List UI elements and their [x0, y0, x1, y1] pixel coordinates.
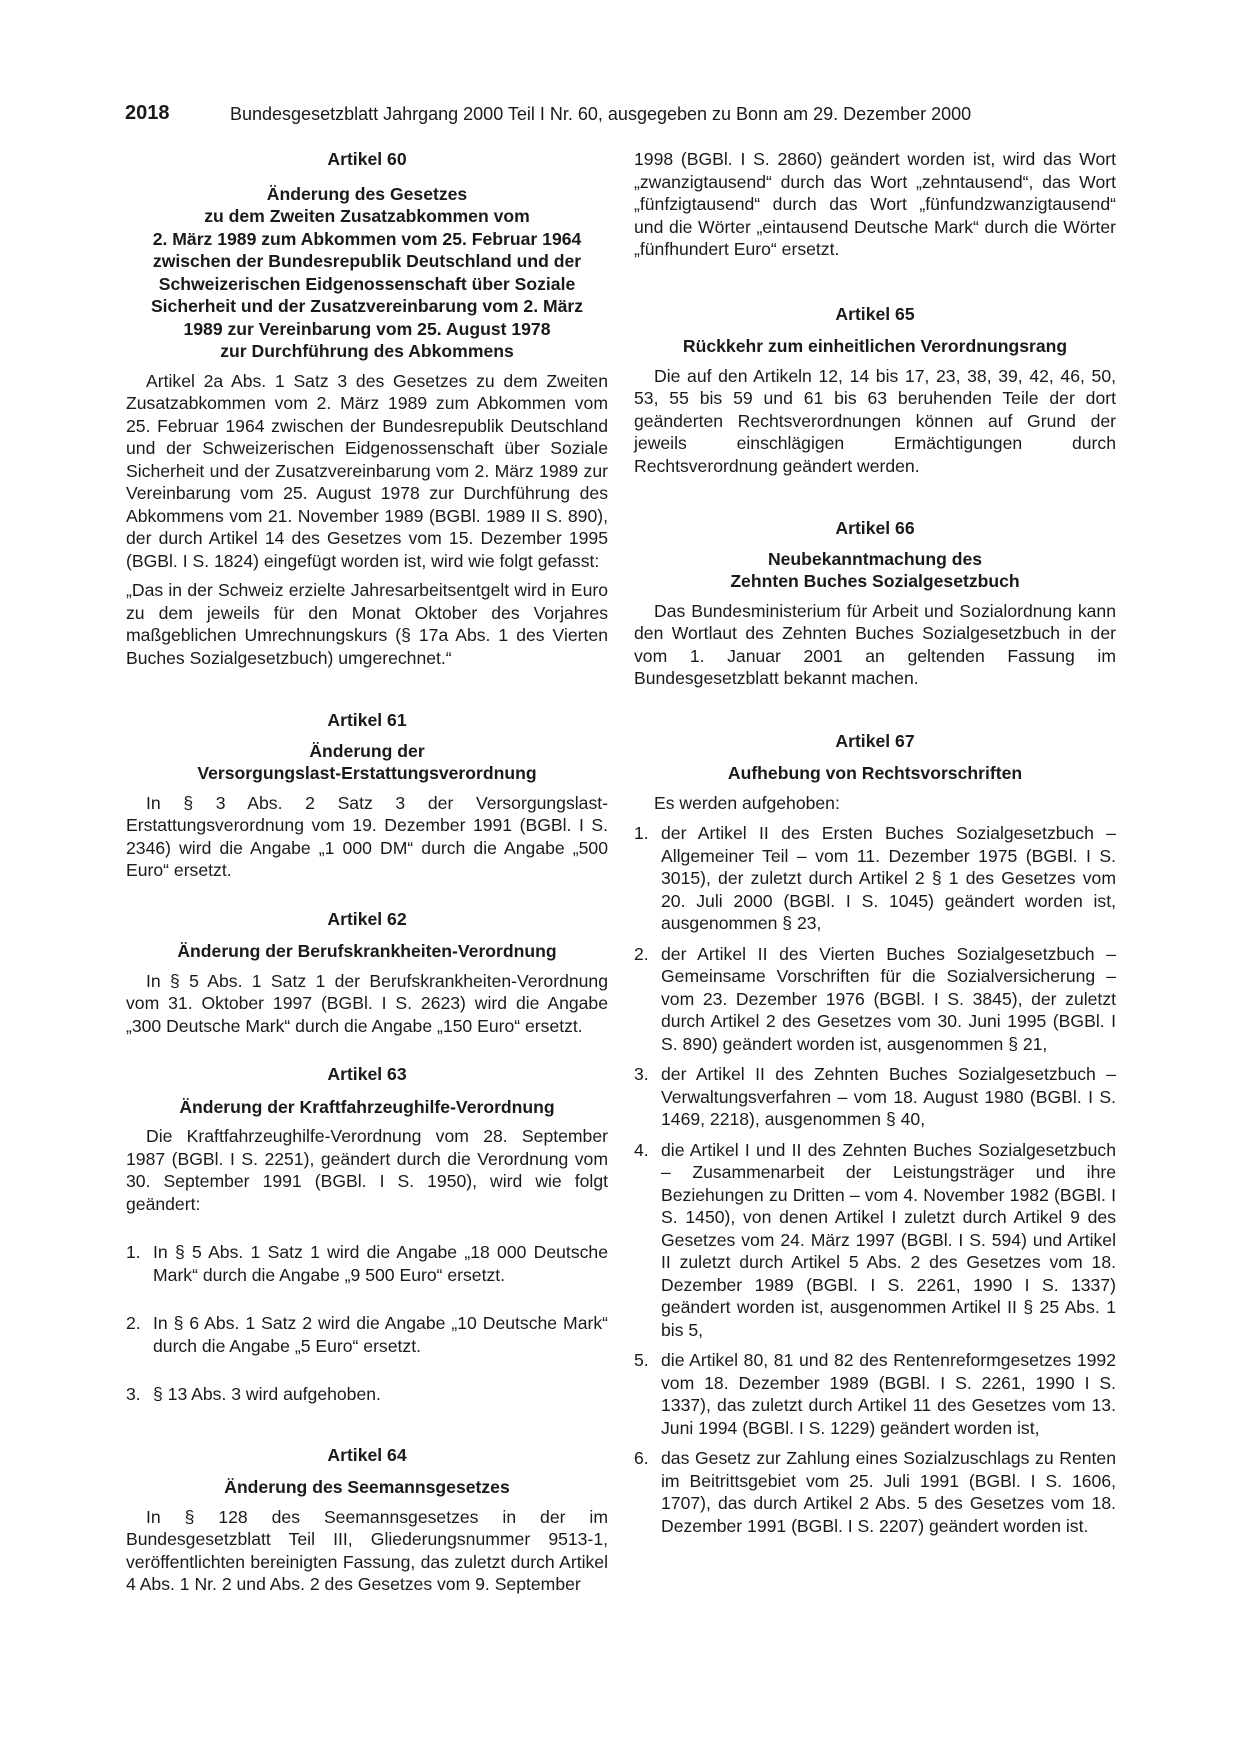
- article-number: Artikel 60: [327, 149, 407, 169]
- article-number: Artikel 61: [327, 710, 407, 730]
- list-text: das Gesetz zur Zahlung eines Sozialzuschlags zu Renten im Beitrittsgebiet vom 25. Juli 1991 (BGBl. I S. 1606, 1707), das durch Artikel 2 Abs. 5 des Gesetzes vom 18. Dezember 1991 (BGBl. I S. 2207) geändert worden ist.: [661, 1448, 1116, 1536]
- list-item: [634, 1349, 1116, 1439]
- list-item: [126, 1312, 608, 1357]
- article-body: Artikel 2a Abs. 1 Satz 3 des Gesetzes zu dem Zweiten Zusatzabkommen vom 2. März 1989 zum Abkommen vom 25. Februar 1964 zwischen der Bundesrepublik Deutschland und der Schweizerischen Eidgenossenschaft über Soziale Sicherheit und der Zusatzvereinbarung vom 2. März 1989 zur Vereinbarung vom 25. August 1978 zur Durchführung des Abkommens vom 21. November 1989 (BGBl. 1989 II S. 890), der durch Artikel 14 des Gesetzes vom 15. Dezember 1995 (BGBl. I S. 1824) eingefügt worden ist, wird wie folgt gefasst:: [126, 370, 608, 571]
- left-column: [126, 148, 608, 1596]
- article-66: [634, 517, 1116, 690]
- quoted-text: „Das in der Schweiz erzielte Jahresarbeitsentgelt wird in Euro zu dem jeweils für den Monat Oktober des Vorjahres maßgeblichen Umrechnungskurs (§ 17a Abs. 1 des Vierten Buches Sozialgesetzbuch) umgerechnet.“: [126, 580, 608, 668]
- title-line: zwischen der Bundesrepublik Deutschland und der: [152, 251, 582, 271]
- page-number: 2018: [125, 102, 170, 124]
- article-body: In § 3 Abs. 2 Satz 3 der Versorgungslast-Erstattungsverordnung vom 19. Dezember 1991 (BGBl. I S. 2346) wird die Angabe „1 000 DM“ durch die Angabe „500 Euro“ ersetzt.: [126, 792, 608, 880]
- list-item: [634, 943, 1116, 1056]
- article-60: [126, 148, 608, 669]
- article-title: Aufhebung von Rechtsvorschriften: [727, 763, 1023, 783]
- article-body: In § 5 Abs. 1 Satz 1 der Berufskrankheiten-Verordnung vom 31. Oktober 1997 (BGBl. I S. 2623) wird die Angabe „300 Deutsche Mark“ durch die Angabe „150 Euro“ ersetzt.: [126, 970, 608, 1036]
- publication-line: Bundesgesetzblatt Jahrgang 2000 Teil I Nr. 60, ausgegeben zu Bonn am 29. Dezember 2000: [230, 104, 972, 124]
- title-line: 1989 zur Vereinbarung vom 25. August 1978: [183, 318, 551, 339]
- article-62: [126, 908, 608, 1038]
- article-intro: Es werden aufgehoben:: [654, 792, 840, 813]
- title-line: Schweizerischen Eidgenossenschaft über Soziale: [158, 273, 576, 294]
- article-title: Rückkehr zum einheitlichen Verordnungsrang: [682, 336, 1068, 356]
- list-number: 3.: [126, 1384, 141, 1404]
- article-body: Die auf den Artikeln 12, 14 bis 17, 23, 38, 39, 42, 46, 50, 53, 55 bis 59 und 61 bis 63 beruhenden Teile der dort geänderten Rechtsverordnungen können auf Grund der jeweils einschlägigen Ermächtigungen durch Rechtsverordnung geändert werden.: [634, 365, 1116, 476]
- title-line: 2. März 1989 zum Abkommen vom 25. Februar 1964: [152, 228, 582, 249]
- article-title: [126, 740, 608, 785]
- article-64-continued: 1998 (BGBl. I S. 2860) geändert worden ist, wird das Wort „zwanzigtausend“ durch das Wort „zehntausend“, das Wort „fünfzigtausend“ durch das Wort „fünfundzwanzigtausend“ und die Wörter „eintausend Deutsche Mark“ durch die Wörter „fünfhundert Euro“ ersetzt.: [634, 149, 1116, 259]
- list-text: der Artikel II des Zehnten Buches Sozialgesetzbuch – Verwaltungsverfahren – vom 18. August 1980 (BGBl. I S. 1469, 2218), ausgenommen § 40,: [661, 1064, 1116, 1129]
- article-title: [634, 548, 1116, 593]
- list-number: 1.: [126, 1242, 141, 1262]
- list-item: [126, 1383, 608, 1406]
- article-61: [126, 709, 608, 882]
- article-number: Artikel 66: [835, 518, 915, 538]
- list-item: [634, 822, 1116, 935]
- article-number: Artikel 63: [327, 1064, 407, 1084]
- list-number: 1.: [634, 823, 649, 843]
- list-number: 3.: [634, 1064, 649, 1084]
- article-title: Änderung der Kraftfahrzeughilfe-Verordnung: [179, 1096, 555, 1117]
- list-item: [634, 1139, 1116, 1342]
- title-line: Neubekanntmachung des: [767, 548, 983, 569]
- list-text: der Artikel II des Vierten Buches Sozialgesetzbuch – Gemeinsame Vorschriften für die Sozialversicherung – vom 23. Dezember 1976 (BGBl. I S. 3845), der zuletzt durch Artikel 2 des Gesetzes vom 30. Juni 1995 (BGBl. I S. 890) geändert worden ist, ausgenommen § 21,: [661, 943, 1116, 1054]
- list-text: die Artikel 80, 81 und 82 des Rentenreformgesetzes 1992 vom 18. Dezember 1989 (BGBl. I S. 2261, 1990 I S. 1337), das zuletzt durch Artikel 11 des Gesetzes vom 13. Juni 1994 (BGBl. I S. 1229) geändert worden ist,: [661, 1350, 1116, 1438]
- article-body: In § 128 des Seemannsgesetzes in der im Bundesgesetzblatt Teil III, Gliederungsnummer 9513-1, veröffentlichten bereinigten Fassung, das zuletzt durch Artikel 4 Abs. 1 Nr. 2 und Abs. 2 des Gesetzes vom 9. September: [126, 1506, 608, 1594]
- title-line: Zehnten Buches Sozialgesetzbuch: [730, 571, 1020, 591]
- article-title: [126, 183, 608, 363]
- article-title: Änderung des Seemannsgesetzes: [224, 1477, 510, 1497]
- list-number: 6.: [634, 1448, 649, 1468]
- article-number: Artikel 65: [835, 303, 915, 324]
- list-number: 5.: [634, 1350, 649, 1370]
- list-text: die Artikel I und II des Zehnten Buches Sozialgesetzbuch – Zusammenarbeit der Leistungsträger und ihre Beziehungen zu Dritten – vom 4. November 1982 (BGBl. I S. 1450), von denen Artikel I zuletzt durch Artikel 9 des Gesetzes vom 24. März 1997 (BGBl. I S. 594) und Artikel II zuletzt durch Artikel 5 Abs. 2 des Gesetzes vom 18. Dezember 1989 (BGBl. I S. 2261, 1990 I S. 1337) geändert worden ist, ausgenommen Artikel II § 25 Abs. 1 bis 5,: [661, 1139, 1116, 1340]
- article-number: Artikel 62: [327, 908, 407, 929]
- title-line: Sicherheit und der Zusatzvereinbarung vom 2. März: [150, 296, 584, 316]
- list-text: In § 5 Abs. 1 Satz 1 wird die Angabe „18 000 Deutsche Mark“ durch die Angabe „9 500 Euro“ ersetzt.: [153, 1242, 608, 1285]
- page-header: [125, 101, 1125, 127]
- list-number: 4.: [634, 1139, 649, 1160]
- list-text: § 13 Abs. 3 wird aufgehoben.: [153, 1384, 381, 1404]
- article-67: [634, 730, 1116, 1538]
- title-line: Änderung der: [309, 740, 425, 761]
- article-body: Das Bundesministerium für Arbeit und Sozialordnung kann den Wortlaut des Zehnten Buches Sozialgesetzbuch in der vom 1. Januar 2001 an geltenden Fassung im Bundesgesetzblatt bekannt machen.: [634, 600, 1116, 688]
- title-line: zur Durchführung des Abkommens: [220, 341, 514, 361]
- article-number: Artikel 64: [327, 1444, 407, 1465]
- article-body: Die Kraftfahrzeughilfe-Verordnung vom 28. September 1987 (BGBl. I S. 2251), geändert durch die Verordnung vom 30. September 1991 (BGBl. I S. 1950), wird wie folgt geändert:: [126, 1126, 608, 1214]
- article-65: [634, 303, 1116, 478]
- right-column: [634, 148, 1116, 1537]
- title-line: Versorgungslast-Erstattungsverordnung: [197, 763, 537, 783]
- article-number: Artikel 67: [835, 730, 915, 751]
- list-text: der Artikel II des Ersten Buches Sozialgesetzbuch – Allgemeiner Teil – vom 11. Dezember 1975 (BGBl. I S. 3015), der zuletzt durch Artikel 2 § 1 des Gesetzes vom 20. Juli 2000 (BGBl. I S. 1045) geändert worden ist, ausgenommen § 23,: [661, 823, 1116, 933]
- list-number: 2.: [126, 1313, 141, 1333]
- article-64: [126, 1444, 608, 1596]
- list-item: [634, 1063, 1116, 1131]
- repeal-list: [634, 822, 1116, 1537]
- list-number: 2.: [634, 943, 649, 964]
- article-title: Änderung der Berufskrankheiten-Verordnung: [177, 941, 557, 961]
- amendment-list: [126, 1241, 608, 1406]
- title-line: Änderung des Gesetzes: [266, 183, 468, 204]
- title-line: zu dem Zweiten Zusatzabkommen vom: [204, 206, 530, 226]
- list-text: In § 6 Abs. 1 Satz 2 wird die Angabe „10 Deutsche Mark“ durch die Angabe „5 Euro“ ersetzt.: [153, 1313, 608, 1356]
- article-63: [126, 1063, 608, 1406]
- list-item: [634, 1447, 1116, 1537]
- list-item: [126, 1241, 608, 1286]
